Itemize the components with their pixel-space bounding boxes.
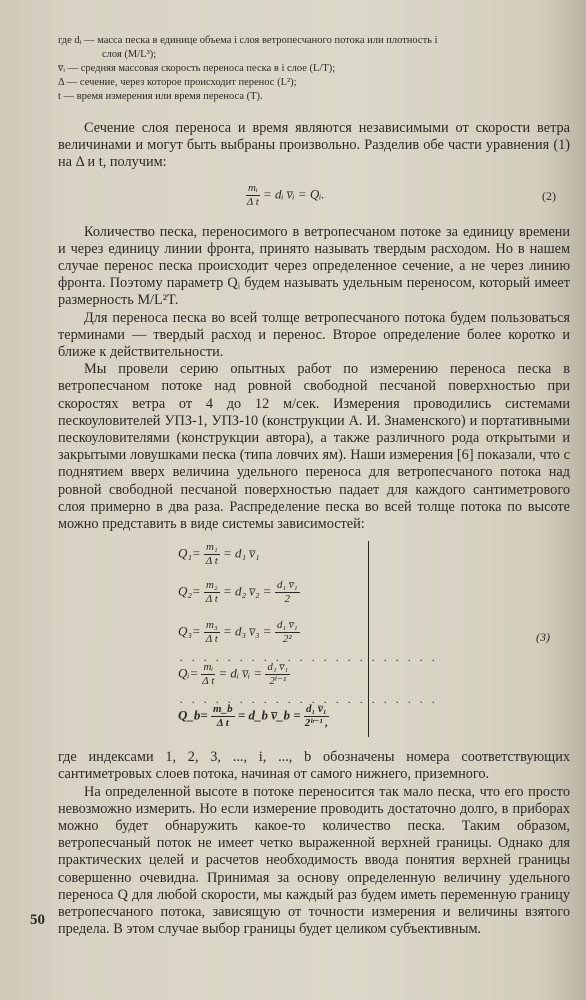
paragraph-6: На определенной высоте в потоке переносится так мало песка, что его просто невозможно измерить. Но если измерение проводить достаточно долго, в приборах можно будет обнаружить какое-то количество песка. Таким образом, ветропесчаный поток не имеет четко выраженной верхней границы. Однако для практических целей и расчетов необходимость ввода понятия верхней границы совершенно очевидна. Принимая за основу определенную величину удельного переноса Q для любой скорости, мы каждый раз будем иметь переменную границу ветропесчаного потока, зависящую от точности измерения и величины взятого предела. В этом случае выбор границы будет целиком субъективным. xyxy=(58,783,570,938)
equation-2-rhs: = dᵢ v̅ᵢ = Qᵢ. xyxy=(262,186,325,202)
equation-2-fraction: $\frac{\text{mᵢ}}{\text{Δ t}}$ xyxy=(246,181,259,208)
paragraph-2: Количество песка, переносимого в ветропесчаном потоке за единицу времени и через единицу линии фронта, принято называть твердым расходом. Но в нашем случае перенос песка происходит через определенное сечение, а не через линию фронта. Поэтому параметр Qᵢ будем называть удельным переносом, который имеет размерность M/L²T. xyxy=(58,223,570,309)
equation-3-label: (3) xyxy=(536,630,550,645)
system-row-b: Q_b= $\frac{m\_b}{\text{Δ t}}$ = d_b v̅_b = $\frac{\text{d₁ v̅₁}}{\text{2ᵇ⁻¹ ,}}$ xyxy=(178,703,328,730)
equation-2-label: (2) xyxy=(542,188,556,203)
definition-section: Δ — сечение, через которое происходит перенос (L²); xyxy=(58,77,297,88)
main-text xyxy=(58,120,570,939)
definition-velocity: v̅ᵢ — средняя массовая скорость переноса песка в i слое (L/T); xyxy=(58,63,336,74)
paragraph-3: Для переноса песка во всей толще ветропесчаного потока будем пользоваться терминами — твердый расход и перенос. Второе определение более коротко и ближе к действительности. xyxy=(58,309,570,361)
system-row-1: Q₁= $\frac{\text{m₁}}{\text{Δ t}}$ = d₁ v̅₁ xyxy=(178,541,260,568)
paragraph-4: Мы провели серию опытных работ по измерению переноса песка в ветропесчаном потоке над ровной свободной песчаной поверхностью при скоростях ветра от 4 до 12 м/сек. Измерения проводились системами пескоуловителей УПЗ-1, УПЗ-10 (конструкции А. И. Знаменского) и портативными пескоуловителями (конструкции автора), а также различного рода открытыми и закрытыми ловушками песка (типа ловчих ям). Наши измерения [6] показали, что с поднятием вверх величина удельного переноса для ветропесчаного потока над ровной свободной песчаной поверхностью падает для каждого сантиметрового слоя примерно в два раза. Распределение песка во всей толще потока по высоте можно представить в виде системы зависимостей: xyxy=(58,361,570,533)
paragraph-1: Сечение слоя переноса и время являются независимыми от скорости ветра величинами и могут быть выбраны произвольно. Разделив обе части уравнения (1) на Δ и t, получим: xyxy=(58,120,570,171)
definition-density-cont: слоя (M/L³); xyxy=(102,49,157,60)
system-row-2: Q₂= $\frac{\text{m₂}}{\text{Δ t}}$ = d₂ v̅₂ = $\frac{\text{d₁ v̅₁}}{2}$ xyxy=(178,579,298,606)
paragraph-5: где индексами 1, 2, 3, ..., i, ..., b обозначены номера соответствующих сантиметровых слоев потока, начиная от самого нижнего, приземного. xyxy=(58,749,570,783)
page-number: 50 xyxy=(30,912,45,928)
system-row-3: Q₃= $\frac{\text{m₃}}{\text{Δ t}}$ = d₃ v̅₃ = $\frac{\text{d₁ v̅₁}}{\text{2²}}$ xyxy=(178,619,298,646)
definition-density: где dᵢ — масса песка в единице объема i слоя ветропесчаного потока или плотность i xyxy=(58,35,438,46)
variable-definitions xyxy=(58,34,570,104)
equation-2 xyxy=(58,176,570,218)
equation-system-3 xyxy=(58,541,570,739)
system-brace xyxy=(368,541,371,737)
text-column xyxy=(58,34,570,939)
definition-time: t — время измерения или время переноса (T). xyxy=(58,91,263,102)
system-row-i: Qᵢ= $\frac{\text{mᵢ}}{\text{Δ t}}$ = dᵢ v̅ᵢ = $\frac{\text{d₁ v̅₁}}{\text{2ⁱ⁻¹}}$ xyxy=(178,661,289,688)
system-dots-1: . . . . . . . . . . . . . . . . . . . . . . xyxy=(180,650,438,665)
system-dots-2: . . . . . . . . . . . . . . . . . . . . . . xyxy=(180,692,438,707)
